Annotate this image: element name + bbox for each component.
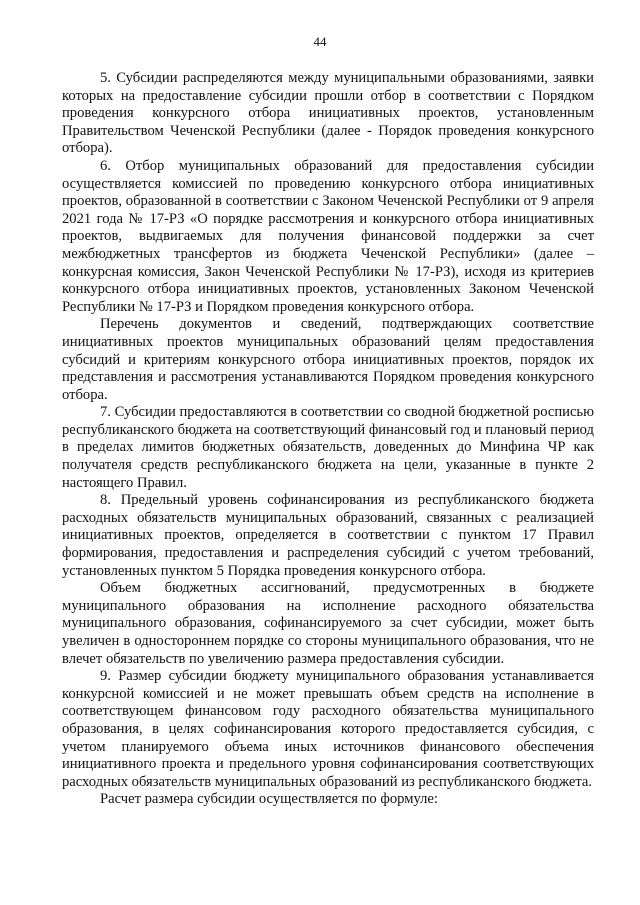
paragraph-formula-intro: Расчет размера субсидии осуществляется по формуле:: [100, 791, 438, 808]
paragraph-allocation-volume: Объем бюджетных ассигнований, предусмотренных в бюджете муниципального образования на исполнение расходного обязательства муниципального образования, софинансируемого за счет субсидии, может быть увеличен в одностороннем порядке со стороны муниципального образования, что не влечет обязательств по увеличению размера предоставления субсидии.: [62, 580, 594, 667]
paragraph-7-budget-list: 7. Субсидии предоставляются в соответствии со сводной бюджетной росписью республиканского бюджета на соответствующий финансовый год и плановый период в пределах лимитов бюджетных обязательств, доведенных до Минфина ЧР как получателя средств республиканского бюджета на цели, указанные в пункте 2 настоящего Правил.: [62, 404, 594, 491]
paragraph-5-subsidy-distribution: 5. Субсидии распределяются между муниципальными образованиями, заявки которых на предоставление субсидии прошли отбор в соответствии с Порядком проведения конкурсного отбора инициативных проектов, установленным Правительством Чеченской Республики (далее - Порядок проведения конкурсного отбора).: [62, 70, 594, 157]
paragraph-document-list: Перечень документов и сведений, подтверждающих соответствие инициативных проектов муниципальных образований целям предоставления субсидий и критериям конкурсного отбора инициативных проектов, порядок их представления и рассмотрения устанавливаются Порядком проведения конкурсного отбора.: [62, 316, 594, 403]
page-number: 44: [313, 34, 327, 49]
document-body: [62, 70, 594, 809]
paragraph-8-cofinancing-level: 8. Предельный уровень софинансирования из республиканского бюджета расходных обязательств муниципальных образований, связанных с реализацией инициативных проектов, определяется в соответствии с пунктом 17 Правил формирования, предоставления и распределения субсидий с учетом требований, установленных пунктом 5 Порядка проведения конкурсного отбора.: [62, 492, 594, 579]
paragraph-6-selection-commission: 6. Отбор муниципальных образований для предоставления субсидии осуществляется комиссией по проведению конкурсного отбора инициативных проектов, образованной в соответствии с Законом Чеченской Республики от 9 апреля 2021 года № 17-РЗ «О порядке рассмотрения и конкурсного отбора инициативных проектов, выдвигаемых для получения финансовой поддержки за счет межбюджетных трансфертов из бюджета Чеченской Республики» (далее – конкурсная комиссия, Закон Чеченской Республики № 17-РЗ), исходя из критериев конкурсного отбора инициативных проектов, установленных Законом Чеченской Республики № 17-РЗ и Порядком проведения конкурсного отбора.: [62, 157, 594, 315]
paragraph-9-subsidy-size: 9. Размер субсидии бюджету муниципального образования устанавливается конкурсной комиссией и не может превышать объем средств на исполнение в соответствующем финансовом году расходного обязательства муниципального образования, в целях софинансирования которого предоставляется субсидия, с учетом планируемого объема иных источников финансового обеспечения инициативного проекта и предельного уровня софинансирования соответствующих расходных обязательств муниципальных образований из республиканского бюджета.: [62, 668, 594, 790]
